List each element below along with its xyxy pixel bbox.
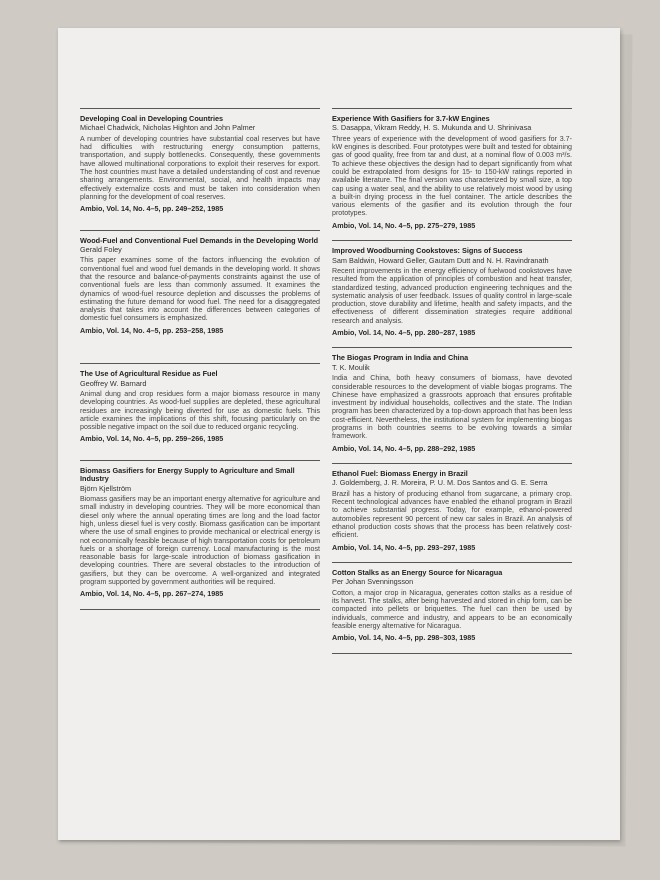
article-citation: Ambio, Vol. 14, No. 4–5, pp. 288–292, 1985 [332,443,476,453]
section-rule [80,609,320,610]
article-authors: Geoffrey W. Barnard [80,378,147,388]
abstract-entry [332,247,572,337]
article-abstract: A number of developing countries have substantial coal reserves but have had difficulties with restructuring energy consumption patterns, transportation, and supply bottlenecks. Consequently, these governments have allowed multinational corporations to exploit their reserves for export. The host countries must have a detailed understanding of cost and revenue sharing arrangements. Environmental, social, and health impacts may effectively externalize costs and must be taken into consideration when planning for the development of coal reserves. [80,134,320,201]
article-title: Experience With Gasifiers for 3.7-kW Engines [332,114,490,123]
article-abstract: India and China, both heavy consumers of biomass, have devoted considerable resources to the development of viable biogas programs. The Chinese have emphasized a grassroots approach that ensures profitable investment by individual households, collectives and the state. The Indian program has been characterized by a top-down approach that has been less cost-efficient. Nevertheless, the institutional system for implementing biogas programs in both countries seems to be evolving towards a similar framework. [332,374,572,441]
abstract-entry [80,467,320,599]
abstract-entry [332,569,572,643]
article-abstract: This paper examines some of the factors influencing the evolution of conventional fuel and wood fuel demands in the developing world. It shows that the resource and balance-of-payments constraints against the use of conventional fuels are less than commonly assumed. It examines the dynamics of wood-fuel resource depletion and discusses the problems of estimating the future demand for wood fuel. The need for a disaggregated analysis that takes into account the differences between categories of domestic fuel consumers is emphasized. [80,256,320,323]
article-title: The Biogas Program in India and China [332,353,469,363]
article-citation: Ambio, Vol. 14, No. 4–5, pp. 293–297, 1985 [332,542,476,552]
abstract-entry [80,115,320,214]
section-rule [332,108,572,109]
article-title: The Use of Agricultural Residue as Fuel [80,369,218,379]
article-citation: Ambio, Vol. 14, No. 4–5, pp. 267–274, 1985 [80,589,224,599]
article-title: Developing Coal in Developing Countries [80,114,224,123]
article-authors: Michael Chadwick, Nicholas Highton and John Palmer [80,123,256,133]
section-rule [80,363,320,364]
article-abstract: Biomass gasifiers may be an important energy alternative for agriculture and small industry in developing countries. They will be more economical than diesel only where the annual operating times are long and the load factor high, unless diesel fuel is very costly. Biomass gasification can be important where the use of small engines to provide mechanical or electrical energy is not economically feasible because of high transportation costs for petroleum fuels or a shortage of foreign currency. Local manufacturing is the most reasonable basis for large-scale introduction of biomass gasification in developing countries. There are several obstacles to the introduction of gasifiers, but they can be overcome. A well-organized and integrated program supported by government authorities will be required. [80,495,320,587]
abstract-entry [80,237,320,336]
article-citation: Ambio, Vol. 14, No. 4–5, pp. 259–266, 1985 [80,434,224,444]
section-rule [332,463,572,464]
abstract-entry [332,470,572,552]
article-authors: T. K. Moulik [332,362,370,372]
section-rule [80,108,320,109]
abstracts-page [58,28,620,840]
article-title: Biomass Gasifiers for Energy Supply to Agriculture and Small Industry [80,465,295,484]
article-authors: J. Goldemberg, J. R. Moreira, P. U. M. Dos Santos and G. E. Serra [332,478,548,488]
article-authors: Sam Baldwin, Howard Geller, Gautam Dutt and N. H. Ravindranath [332,255,549,265]
article-abstract: Cotton, a major crop in Nicaragua, generates cotton stalks as a residue of its harvest. The stalks, after being harvested and stored in chip form, can be compacted into pellets or briquettes. The fuel can then be used by individuals, commerce and industry, and appears to be an economically feasible energy alternative for Nicaragua. [332,588,572,631]
article-citation: Ambio, Vol. 14, No. 4–5, pp. 280–287, 1985 [332,328,476,338]
article-authors: S. Dasappa, Vikram Reddy, H. S. Mukunda and U. Shrinivasa [332,123,532,133]
article-abstract: Animal dung and crop residues form a major biomass resource in many developing countries. As wood-fuel supplies are depleted, these agricultural residues are increasingly being diverted for use as domestic fuels. This article examines the implications of this shift, focusing particularly on the possible negative impact on the soil due to reduced organic recycling. [80,390,320,432]
section-rule [80,230,320,231]
section-rule [332,240,572,241]
section-rule [332,562,572,563]
article-title: Wood-Fuel and Conventional Fuel Demands in the Developing World [80,235,319,245]
article-abstract: Recent improvements in the energy efficiency of fuelwood cookstoves have resulted from the application of principles of combustion and heat transfer, standardized testing, advanced production engineering techniques and the systematic analysis of user feedback. Issues of quality control in large-scale production, stove durability and lifetime, health and safety impacts, and the effectiveness of different dissemination strategies require additional research and analysis. [332,267,572,325]
article-citation: Ambio, Vol. 14, No. 4–5, pp. 249–252, 1985 [80,204,224,214]
article-title: Ethanol Fuel: Biomass Energy in Brazil [332,469,468,479]
abstract-entry [332,354,572,453]
article-citation: Ambio, Vol. 14, No. 4–5, pp. 253–258, 1985 [80,325,224,335]
left-column [80,108,320,616]
right-column [332,108,572,660]
article-abstract: Three years of experience with the development of wood gasifiers for 3.7-kW engines is described. Four prototypes were built and tested for obtaining gas of good quality, free from tar and dust, at a nominal flow of 0.003 m³/s. To achieve these objectives the design had to depart significantly from what could be extrapolated from designs for 15- to 150-kW ratings reported in available literature. The final version was characterized by small size, a top cap using a water seal, and the ability to use relatively moist wood by using a built-in drying process in the fuel container. The article describes the various elements of the gasifier and its evolution through the four prototypes. [332,134,572,218]
article-citation: Ambio, Vol. 14, No. 4–5, pp. 275–279, 1985 [332,220,476,230]
article-abstract: Brazil has a history of producing ethanol from sugarcane, a primary crop. Recent technological advances have enabled the ethanol program in Brazil to achieve substantial progress. Today, for example, ethanol-powered automobiles represent 90 percent of new car sales in Brazil. An analysis of ethanol production costs shows that the process has been relatively cost-efficient. [332,489,572,540]
section-rule [332,347,572,348]
abstract-entry [332,115,572,230]
article-title: Improved Woodburning Cookstoves: Signs of Success [332,246,523,256]
article-authors: Gerald Foley [80,245,122,254]
article-authors: Per Johan Svenningsson [332,577,414,587]
article-citation: Ambio, Vol. 14, No. 4–5, pp. 298–303, 1985 [332,633,476,643]
section-rule [332,653,572,654]
section-rule [80,460,320,461]
article-title: Cotton Stalks as an Energy Source for Nicaragua [332,568,503,578]
abstract-entry [80,370,320,444]
article-authors: Björn Kjellström [80,483,132,493]
